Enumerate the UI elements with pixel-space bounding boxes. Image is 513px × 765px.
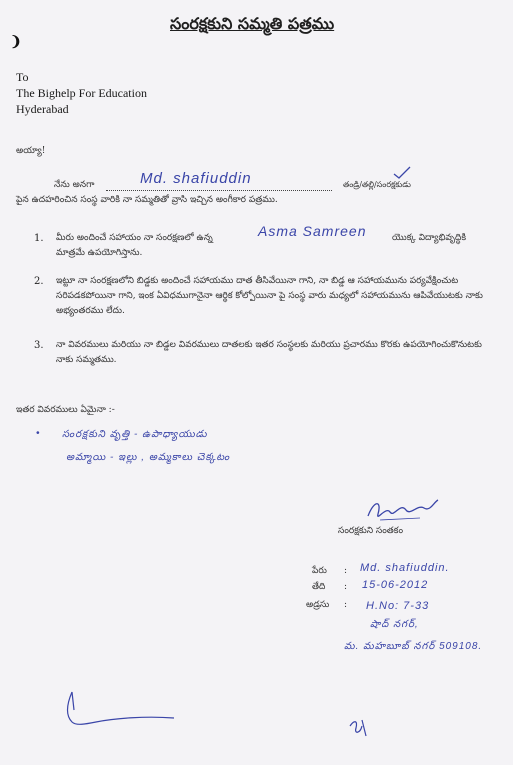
address-line-1: షాద్ నగర్, (370, 619, 419, 630)
child-name: Asma Samreen (258, 223, 367, 239)
item-number-1: 1. (34, 233, 44, 244)
field-label-address: అడ్రసు (306, 600, 330, 610)
guardian-signature (360, 496, 440, 526)
item-number-3: 3. (34, 340, 44, 351)
other-details-line1: సంరక్షకుని వృత్తి - ఉపాధ్యాయుడు (62, 429, 208, 440)
to-organization: The Bighelp For Education (16, 86, 147, 100)
item-1-suffix: యొక్క విద్యాభివృద్ధికి (392, 233, 467, 243)
other-details-line2: అమ్మాయి - ఇల్లు , అమ్మకాలు చెక్కటం (66, 452, 231, 463)
to-label: To (16, 70, 29, 84)
item-2-text: ఇట్టూ నా సంరక్షణలోని బిడ్డకు అందించే సహాయము దాత తీసివేయినా గాని, నా బిడ్డ ఆ సహాయమును పర్యవేక్షించుట సరిపడకపోయినా గాని, ఇంక ఏవిధముగానైనా ఆర్థిక కోల్పోయినా పై సంస్థ వారు మధ్యలో సహాయమును ఆపివేయుటకు నాకు అభ్యంతరము లేదు. (56, 276, 483, 316)
address-line-2: మ. మహబూబ్ నగర్ 509108. (344, 641, 483, 652)
to-city: Hyderabad (16, 102, 69, 116)
field-colon: : (344, 566, 348, 576)
intro-suffix: తండ్రి/తల్లి/సంరక్షకుడు (343, 180, 411, 189)
checkmark-icon (392, 166, 412, 180)
item-1-line2: మాత్రమే ఉపయోగిస్తాను. (56, 248, 143, 258)
bullet: • (36, 428, 41, 439)
field-colon: : (344, 600, 348, 610)
other-details-label: ఇతర వివరములు ఏమైనా :- (16, 405, 115, 415)
field-colon: : (344, 582, 348, 592)
punch-mark: ❩ (10, 34, 22, 50)
bottom-right-initial (346, 716, 370, 740)
parent-name: Md. shafiuddin (140, 170, 252, 187)
field-value-date: 15-06-2012 (362, 579, 429, 591)
intro-prefix: నేను అనగా (54, 180, 95, 190)
item-1-prefix: మీరు అందించే సహాయం నా సంరక్షణలో ఉన్న (56, 233, 213, 243)
bottom-left-signature (56, 686, 176, 732)
field-value-address: H.No: 7-33 (366, 600, 430, 612)
salutation: అయ్యా! (16, 146, 46, 156)
intro-line2: పైన ఉదహరించిన సంస్థ వారికి నా సమ్మతితో వ్రాసి ఇచ్చిన అంగీకార పత్రము. (16, 195, 278, 205)
item-3-text: నా వివరములు మరియు నా బిడ్డల వివరములు దాతలకు ఇతర సంస్థలకు మరియు ప్రచారము కొరకు ఉపయోగించుకొనుటకు నాకు సమ్మతము. (56, 340, 482, 365)
field-label-name: పేరు (312, 566, 327, 576)
field-label-date: తేది (312, 582, 326, 592)
letter-title: సంరక్షకుని సమ్మతి పత్రము (170, 14, 335, 33)
signature-caption: సంరక్షకుని సంతకం (338, 526, 404, 536)
field-value-name: Md. shafiuddin. (360, 562, 450, 574)
item-number-2: 2. (34, 276, 44, 287)
